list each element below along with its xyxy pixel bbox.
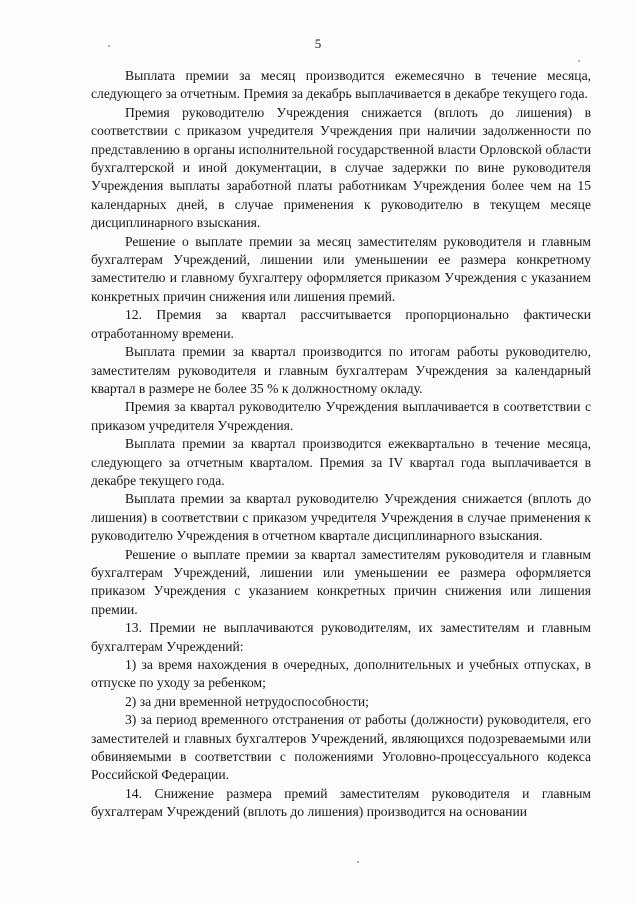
page-number: 5 bbox=[314, 36, 322, 51]
list-item-3-suspension: 3) за период временного отстранения от работы (должности) руководителя, его заместителей и главных бухгалтеров Учреждений, являющихся подозреваемыми или обвиняемыми в соответствии с положениями Уголовно-процессуального кодекса Российской Федерации. bbox=[91, 712, 591, 783]
paragraph-deputy-bonus-decision: Решение о выплате премии за месяц заместителям руководителя и главным бухгалтерам Учреждений, лишении или уменьшении ее размера конкретному заместителю и главному бухгалтеру оформляется приказом Учреждения с указанием конкретных причин снижения или лишения премий. bbox=[91, 233, 591, 304]
paragraph-quarterly-bonus-reduction: Выплата премии за квартал руководителю Учреждения снижается (вплоть до лишения) в соответствии с приказом учредителя Учреждения в случае применения к руководителю Учреждения в отчетном квартале дисциплинарного взыскания. bbox=[91, 491, 591, 544]
paragraph-monthly-bonus-payment: Выплата премии за месяц производится ежемесячно в течение месяца, следующего за отчетным. Премия за декабрь выплачивается в декабре текущего года. bbox=[91, 68, 591, 102]
scan-speck bbox=[357, 861, 359, 863]
paragraph-quarterly-bonus-size: Выплата премии за квартал производится по итогам работы руководителю, заместителям руководителя и главным бухгалтерам Учреждения за календарный квартал в размере не более 35 % к должностному окладу. bbox=[91, 344, 591, 396]
paragraph-quarterly-bonus-timing: Выплата премии за квартал производится ежеквартально в течение месяца, следующего за отчетным кварталом. Премия за IV квартал года выплачивается в декабре текущего года. bbox=[91, 436, 591, 488]
paragraph-12-quarterly-bonus: 12. Премия за квартал рассчитывается пропорционально фактически отработанному времени. bbox=[91, 307, 591, 341]
list-item-1-vacations: 1) за время нахождения в очередных, дополнительных и учебных отпусках, в отпуске по уходу за ребенком; bbox=[91, 657, 591, 691]
paragraph-quarterly-bonus-head: Премия за квартал руководителю Учреждения выплачивается в соответствии с приказом учредителя Учреждения. bbox=[91, 399, 591, 433]
paragraph-head-bonus-reduction: Премия руководителю Учреждения снижается (вплоть до лишения) в соответствии с приказом учредителя Учреждения при наличии задолженности по представлению в органы исполнительной государственной власти Орловской области бухгалтерской и иной документации, в случае задержки по вине руководителя Учреждения выплаты заработной платы работникам Учреждения более чем на 15 календарных дней, в случае применения к руководителю в текущем месяце дисциплинарного взыскания. bbox=[91, 104, 591, 231]
document-body bbox=[91, 67, 591, 822]
list-item-2-sick-days: 2) за дни временной нетрудоспособности; bbox=[125, 693, 369, 709]
paragraph-quarterly-bonus-decision: Решение о выплате премии за квартал заместителям руководителя и главным бухгалтерам Учреждений, лишении или уменьшении ее размера оформляется приказом Учреждения с указанием конкретных причин снижения или лишения премии. bbox=[91, 546, 591, 617]
paragraph-14-bonus-reduction-basis: 14. Снижение размера премий заместителям руководителя и главным бухгалтерам Учреждений (вплоть до лишения) производится на основании bbox=[91, 785, 591, 820]
scan-speck bbox=[108, 45, 110, 47]
paragraph-13-bonus-exclusions: 13. Премии не выплачиваются руководителям, их заместителям и главным бухгалтерам Учреждений: bbox=[91, 620, 591, 654]
scan-speck bbox=[578, 60, 580, 62]
